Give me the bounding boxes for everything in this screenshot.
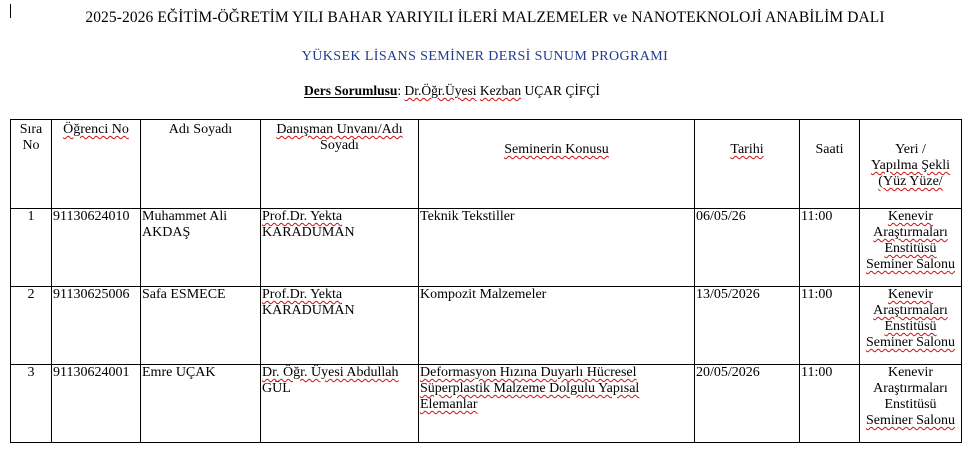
cell-adi-soyadi: Muhammet Ali AKDAŞ — [141, 209, 261, 287]
cell-yer: Kenevir Araştırmaları Enstitüsü Seminer Salonu — [860, 209, 962, 287]
cell-danisman: Prof.Dr. Yekta KARADUMAN — [261, 209, 419, 287]
cell-tarih: 13/05/2026 — [695, 287, 800, 365]
cell-saat: 11:00 — [800, 365, 860, 443]
cell-adi-soyadi: Safa ESMECE — [141, 287, 261, 365]
cell-ogrenci-no: 91130624001 — [52, 365, 141, 443]
header-adi-soyadi: Adı Soyadı — [141, 120, 261, 209]
cell-yer: Kenevir Araştırmaları Enstitüsü Seminer Salonu — [860, 287, 962, 365]
responsible-surname: UÇAR ÇİFÇİ — [524, 83, 600, 98]
cell-yer: Kenevir Araştırmaları Enstitüsü Seminer Salonu — [860, 365, 962, 443]
cell-tarih: 20/05/2026 — [695, 365, 800, 443]
cell-adi-soyadi: Emre UÇAK — [141, 365, 261, 443]
header-tarih: Tarihi — [695, 120, 800, 209]
cell-sira: 2 — [11, 287, 52, 365]
header-konu: Seminerin Konusu — [419, 120, 695, 209]
header-saat: Saati — [800, 120, 860, 209]
table-row — [11, 209, 962, 287]
table-row — [11, 365, 962, 443]
document-subtitle: YÜKSEK LİSANS SEMİNER DERSİ SUNUM PROGRAMI — [301, 49, 669, 64]
document-title: 2025-2026 EĞİTİM-ÖĞRETİM YILI BAHAR YARIYILI İLERİ MALZEMELER ve NANOTEKNOLOJİ ANABİLİM DALI — [85, 9, 885, 26]
cell-ogrenci-no: 91130625006 — [52, 287, 141, 365]
cell-danisman: Dr. Öğr. Üyesi Abdullah GÜL — [261, 365, 419, 443]
seminar-schedule-table — [10, 119, 962, 443]
table-header-row — [11, 120, 962, 209]
cell-saat: 11:00 — [800, 209, 860, 287]
table-row — [11, 287, 962, 365]
cell-ogrenci-no: 91130624010 — [52, 209, 141, 287]
cell-konu: Teknik Tekstiller — [419, 209, 695, 287]
cell-konu: Kompozit Malzemeler — [419, 287, 695, 365]
course-responsible — [304, 83, 600, 99]
header-yer: Yeri / Yapılma Şekli (Yüz Yüze/ — [860, 120, 962, 209]
header-ogrenci-no: Öğrenci No — [52, 120, 141, 209]
cell-sira: 1 — [11, 209, 52, 287]
cell-danisman: Prof.Dr. Yekta KARADUMAN — [261, 287, 419, 365]
responsible-label: Ders Sorumlusu — [304, 83, 398, 98]
responsible-title: Dr.Öğr.Üyesi — [404, 83, 477, 98]
responsible-separator: : — [397, 83, 402, 98]
cell-konu: Deformasyon Hızına Duyarlı Hücresel Süperplastik Malzeme Dolgulu Yapısal Elemanlar — [419, 365, 695, 443]
cell-sira: 3 — [11, 365, 52, 443]
header-danisman: Danışman Unvanı/Adı Soyadı — [261, 120, 419, 209]
cell-saat: 11:00 — [800, 287, 860, 365]
responsible-firstname: Kezban — [479, 83, 522, 98]
cell-tarih: 06/05/26 — [695, 209, 800, 287]
header-sira: Sıra No — [11, 120, 52, 209]
